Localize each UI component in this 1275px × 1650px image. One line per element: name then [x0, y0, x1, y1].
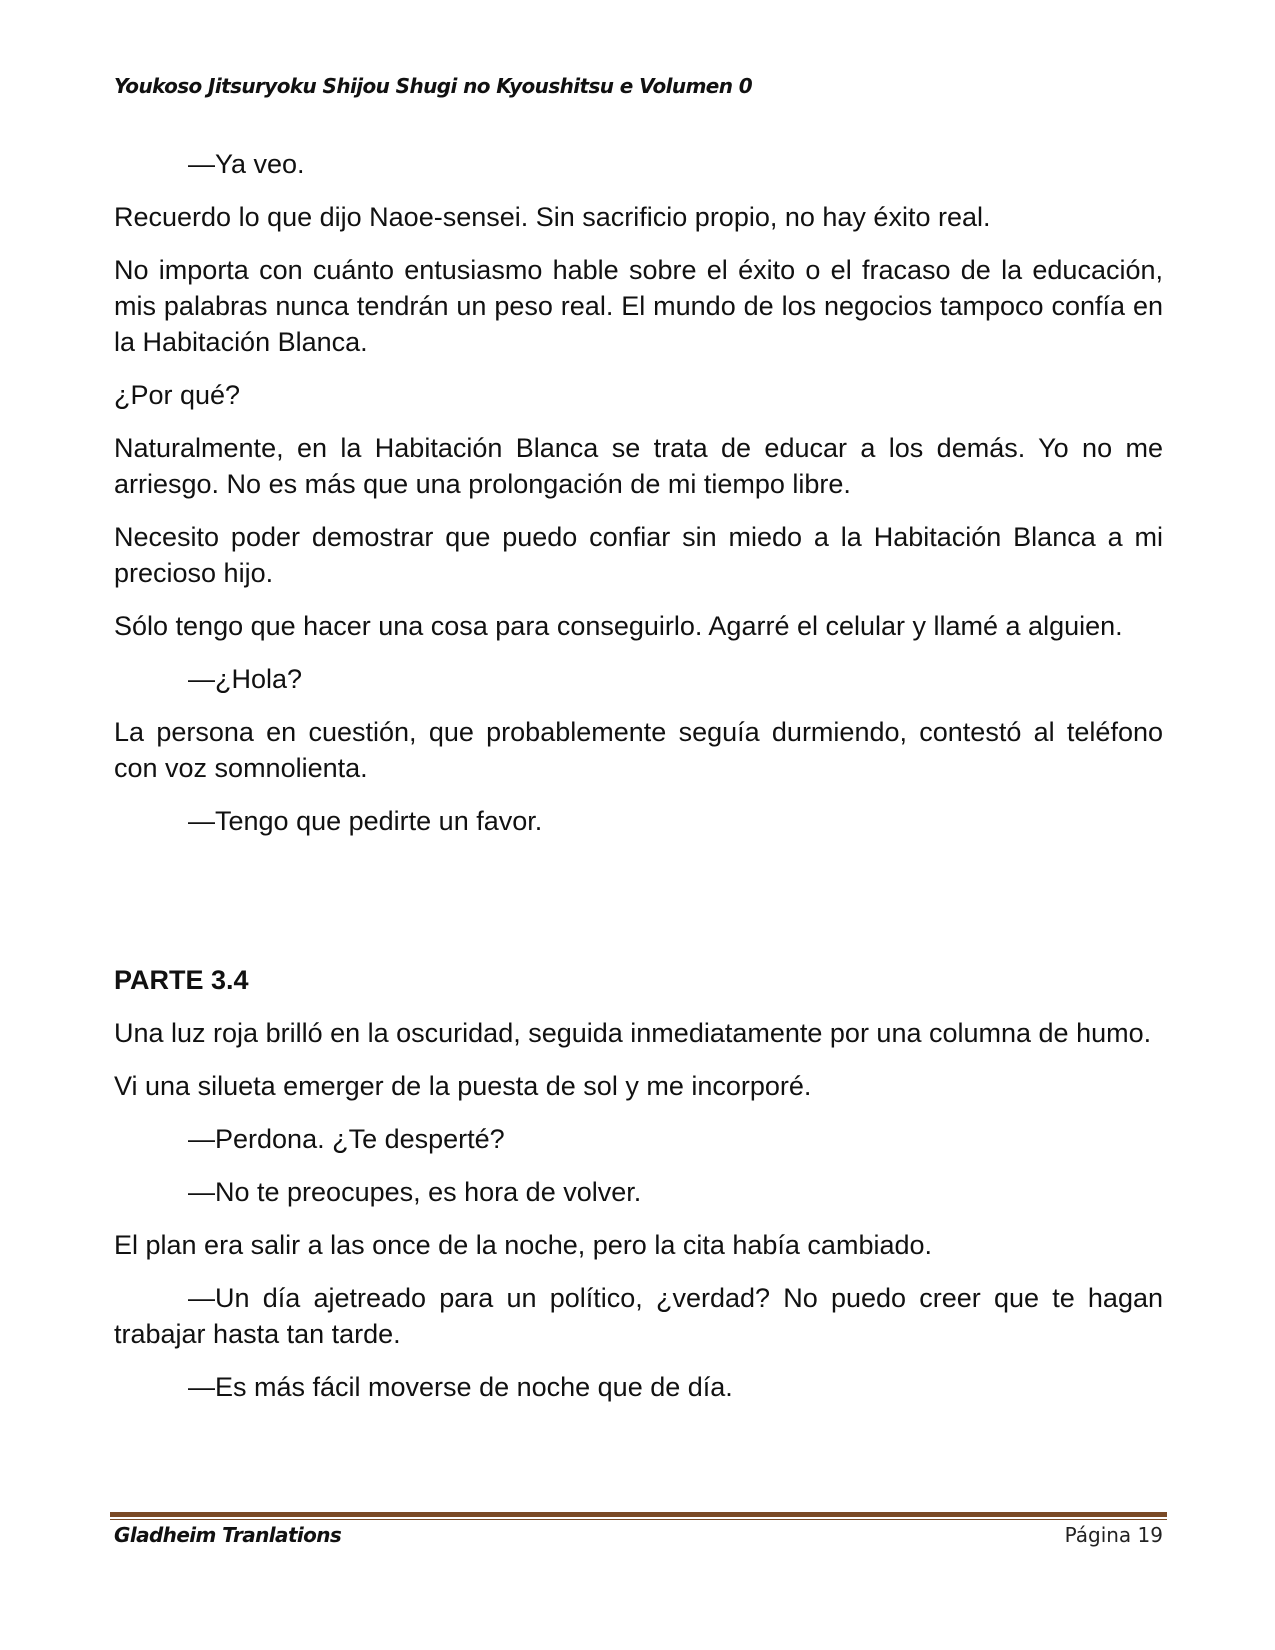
paragraph: Necesito poder demostrar que puedo confiar sin miedo a la Habitación Blanca a mi precioso hijo.	[114, 522, 1163, 588]
page-number-value: 19	[1137, 1523, 1163, 1547]
paragraph: —¿Hola?	[188, 664, 303, 694]
section-spacer	[114, 856, 1163, 962]
paragraph: Recuerdo lo que dijo Naoe-sensei. Sin sacrificio propio, no hay éxito real.	[114, 202, 991, 232]
paragraph: —Un día ajetreado para un político, ¿verdad? No puedo creer que te hagan trabajar hasta tan tarde.	[114, 1283, 1163, 1349]
footer-divider	[110, 1512, 1167, 1517]
footer-divider-thin	[110, 1519, 1167, 1520]
paragraph: —Perdona. ¿Te desperté?	[188, 1124, 505, 1154]
footer-translator: Gladheim Tranlations	[114, 1523, 342, 1547]
paragraph: ¿Por qué?	[114, 380, 241, 410]
paragraph: Sólo tengo que hacer una cosa para conseguirlo. Agarré el celular y llamé a alguien.	[114, 611, 1123, 641]
paragraph: —No te preocupes, es hora de volver.	[188, 1177, 642, 1207]
paragraph: —Es más fácil moverse de noche que de día.	[188, 1372, 733, 1402]
paragraph: El plan era salir a las once de la noche, pero la cita había cambiado.	[114, 1230, 933, 1260]
paragraph: No importa con cuánto entusiasmo hable sobre el éxito o el fracaso de la educación, mis palabras nunca tendrán un peso real. El mundo de los negocios tampoco confía en la Habitación Blanca.	[114, 255, 1163, 357]
page-body	[114, 146, 1163, 1422]
paragraph: Vi una silueta emerger de la puesta de sol y me incorporé.	[114, 1071, 812, 1101]
page-number	[1065, 1523, 1163, 1547]
paragraph: —Tengo que pedirte un favor.	[188, 806, 543, 836]
paragraph: —Ya veo.	[188, 149, 305, 179]
running-header: Youkoso Jitsuryoku Shijou Shugi no Kyoushitsu e Volumen 0	[114, 74, 753, 98]
page-label: Página	[1064, 1523, 1132, 1547]
paragraph: Una luz roja brilló en la oscuridad, seguida inmediatamente por una columna de humo.	[114, 1018, 1152, 1048]
paragraph: La persona en cuestión, que probablemente seguía durmiendo, contestó al teléfono con voz somnolienta.	[114, 717, 1163, 783]
section-heading: PARTE 3.4	[114, 965, 249, 995]
paragraph: Naturalmente, en la Habitación Blanca se trata de educar a los demás. Yo no me arriesgo. No es más que una prolongación de mi tiempo libre.	[114, 433, 1163, 499]
